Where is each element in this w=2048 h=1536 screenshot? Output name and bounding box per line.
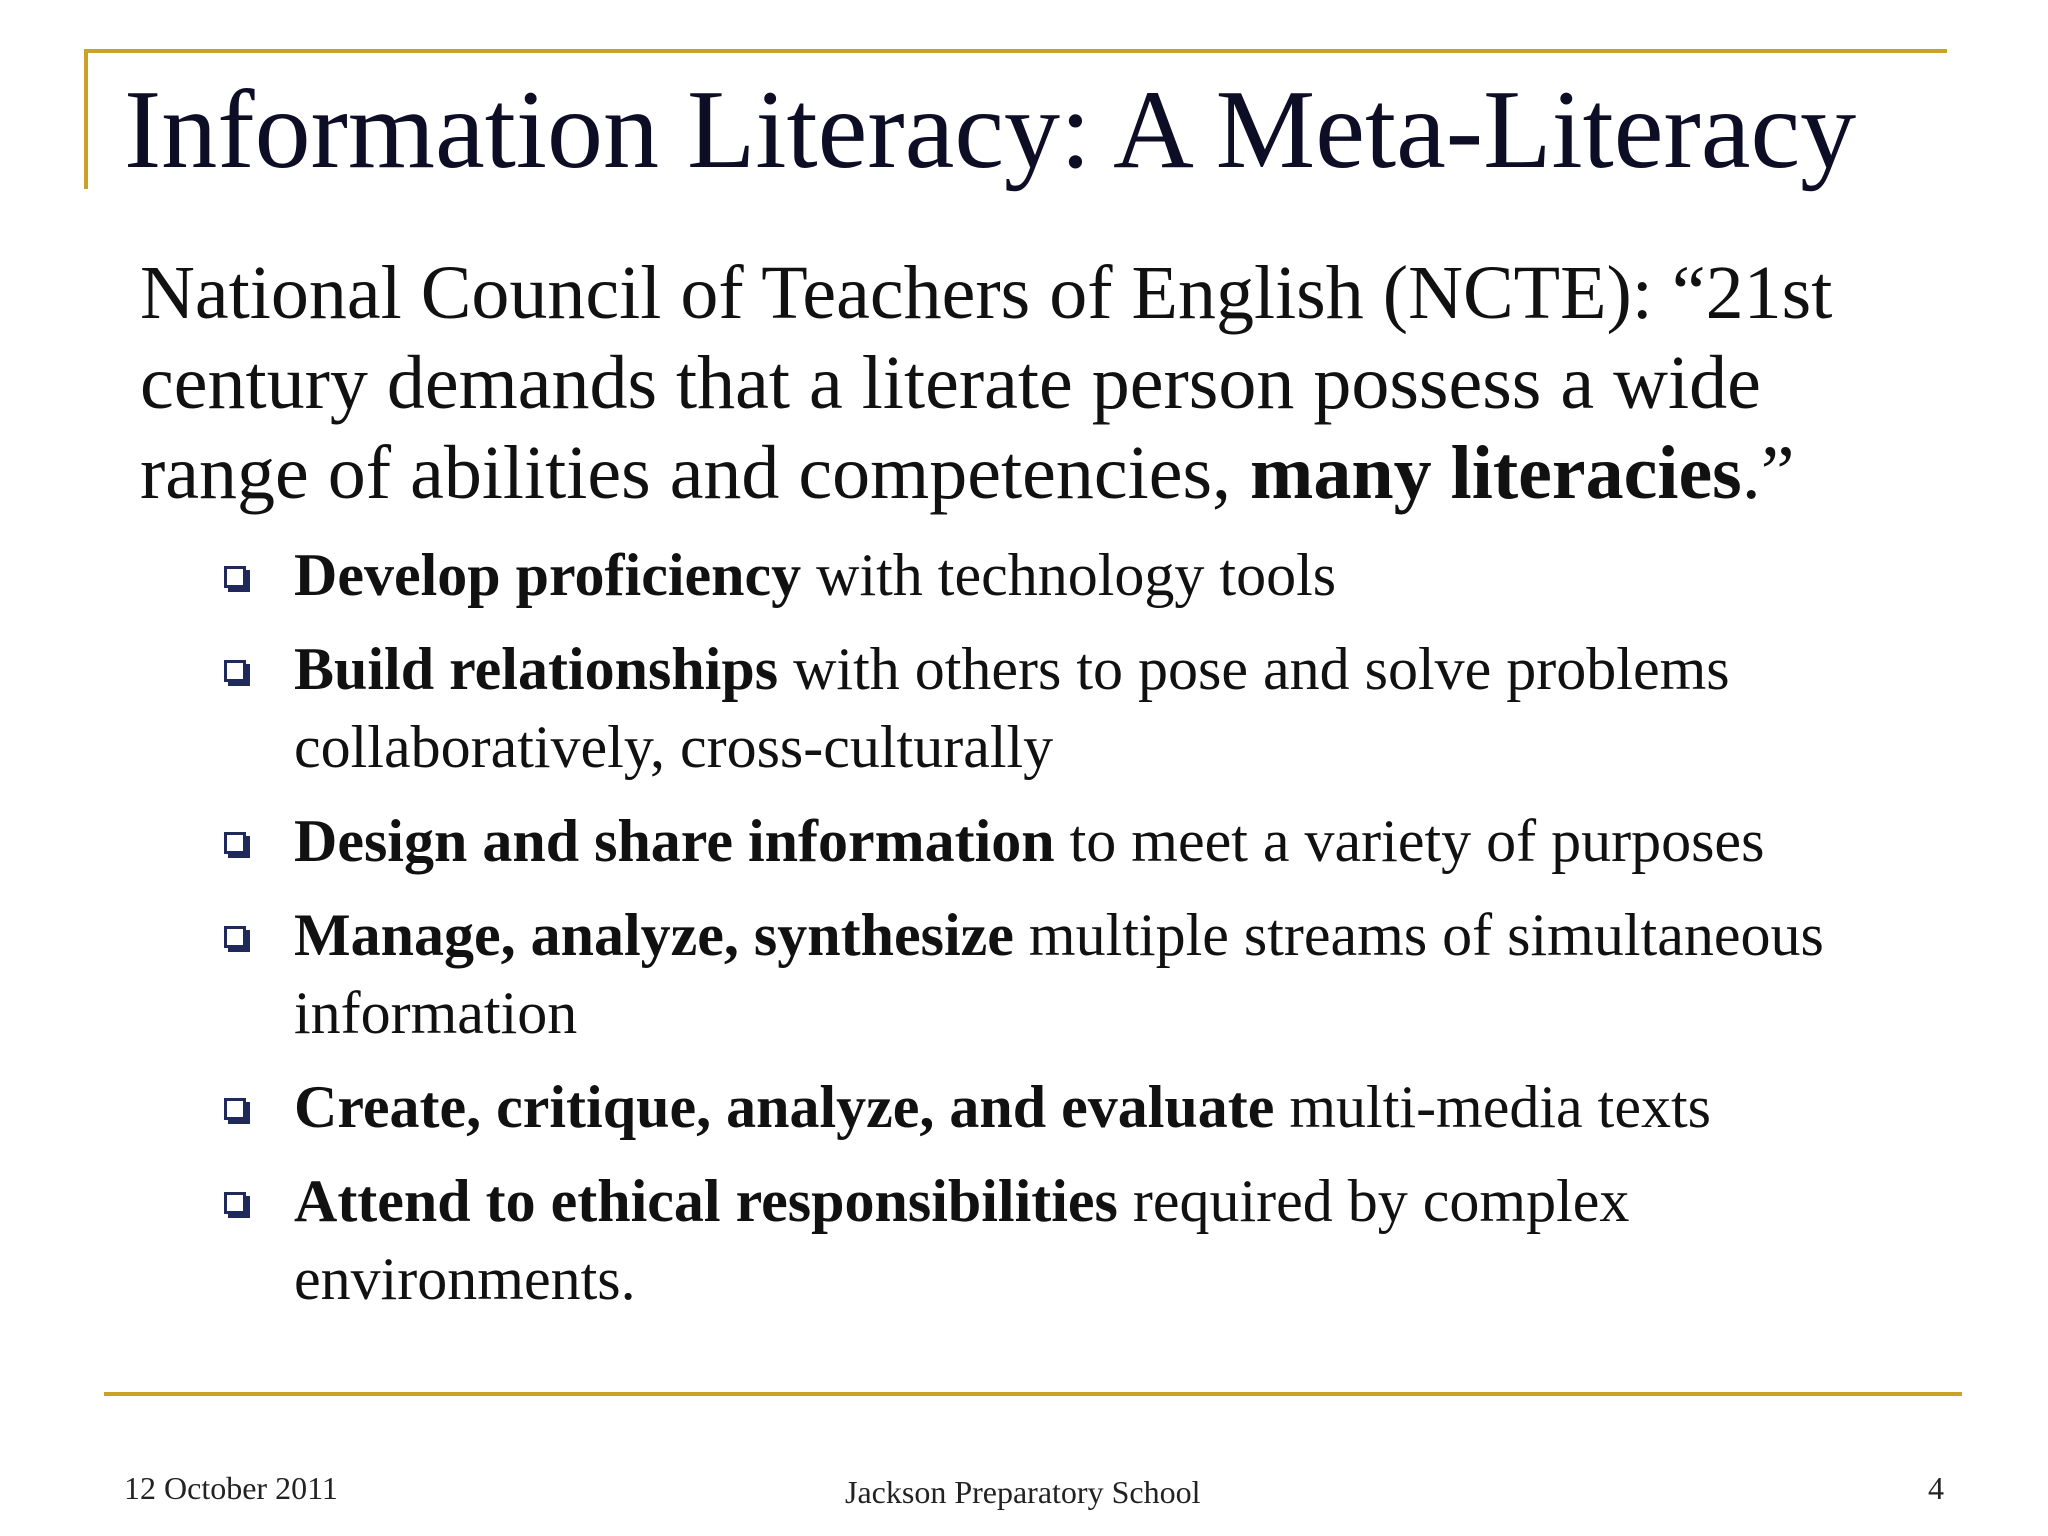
list-item <box>216 630 1976 786</box>
bullet-rest: with others to pose and solve problems collaboratively, cross-culturally <box>294 636 1730 780</box>
bullet-rest: to meet a variety of purposes <box>1054 808 1765 874</box>
square-box-icon <box>224 1098 246 1120</box>
footer-school: Jackson Preparatory School <box>845 1474 1201 1510</box>
left-rule <box>84 49 88 189</box>
list-item <box>216 1162 1976 1318</box>
top-rule <box>84 49 1947 53</box>
intro-end: .” <box>1741 431 1795 515</box>
square-box-icon <box>224 1192 246 1214</box>
intro-bold: many literacies <box>1250 431 1742 515</box>
bullet-bold: Develop proficiency <box>294 542 802 608</box>
list-item <box>216 896 1976 1052</box>
list-item <box>216 536 1976 614</box>
intro-text: National Council of Teachers of English (NCTE): “21st century demands that a literate person possess a wide range of abilities and competencies, <box>140 251 1833 515</box>
slide-title: Information Literacy: A Meta-Literacy <box>124 68 1857 192</box>
square-box-icon <box>224 660 246 682</box>
square-box-icon <box>224 832 246 854</box>
bullet-rest: with technology tools <box>801 542 1337 608</box>
footer-page-number: 4 <box>1928 1470 1944 1506</box>
list-item <box>216 802 1976 880</box>
square-box-icon <box>224 926 246 948</box>
bullet-bold: Attend to ethical responsibilities <box>294 1168 1118 1234</box>
bullet-list <box>216 536 1976 1334</box>
bottom-rule <box>104 1392 1962 1396</box>
bullet-bold: Manage, analyze, synthesize <box>294 902 1014 968</box>
bullet-rest: required by complex environments. <box>294 1168 1630 1312</box>
bullet-rest: multiple streams of simultaneous information <box>294 902 1824 1046</box>
bullet-rest: multi-media texts <box>1274 1074 1711 1140</box>
intro-paragraph <box>140 248 1920 518</box>
bullet-bold: Design and share information <box>294 808 1055 874</box>
list-item <box>216 1068 1976 1146</box>
footer-date: 12 October 2011 <box>124 1470 338 1506</box>
bullet-bold: Create, critique, analyze, and evaluate <box>294 1074 1275 1140</box>
bullet-bold: Build relationships <box>294 636 779 702</box>
square-box-icon <box>224 566 246 588</box>
